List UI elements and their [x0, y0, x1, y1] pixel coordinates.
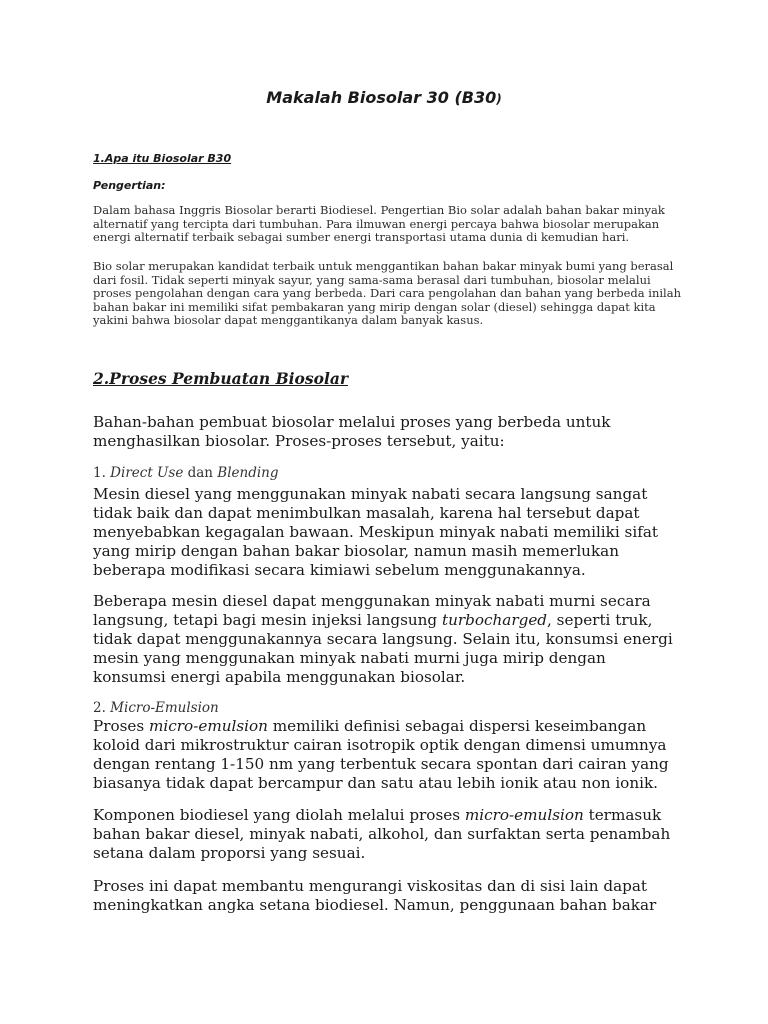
- emphasis-turbocharged: turbocharged: [441, 611, 548, 630]
- text-line: Bahan-bahan pembuat biosolar melalui proses yang berbeda untuk: [93, 413, 611, 431]
- text-line: Proses ini dapat membantu mengurangi viskositas dan di sisi lain dapat: [93, 877, 648, 895]
- text-line: proses pengolahan dengan cara yang berbeda. Dari cara pengolahan dan bahan yang berbeda inilah: [93, 286, 681, 301]
- text-line: meningkatkan angka setana biodiesel. Namun, penggunaan bahan bakar: [93, 896, 657, 915]
- text-segment: memiliki definisi sebagai dispersi keseimbangan: [267, 717, 647, 735]
- text-line: Mesin diesel yang menggunakan minyak nabati secara langsung sangat: [93, 485, 648, 503]
- item1-term-blending: Blending: [217, 465, 279, 481]
- section2-intro: [93, 413, 683, 451]
- text-line: koloid dari mikrostruktur cairan isotropik optik dengan dimensi umumnya: [93, 736, 667, 755]
- text-segment: Proses: [93, 717, 150, 735]
- text-line: Beberapa mesin diesel dapat menggunakan minyak nabati murni secara: [93, 592, 651, 610]
- text-line: menyebabkan kegagalan bawaan. Meskipun minyak nabati memiliki sifat: [93, 523, 658, 542]
- text-line: biasanya tidak dapat bercampur dan satu atau lebih ionik atau non ionik.: [93, 774, 659, 793]
- text-segment: termasuk: [583, 806, 662, 824]
- text-line: mesin yang menggunakan minyak nabati murni juga mirip dengan: [93, 649, 606, 668]
- text-line: bahan bakar ini memiliki sifat pembakaran yang mirip dengan solar (diesel) sehingga dapat kita: [93, 299, 656, 314]
- item2-paragraph-2: [93, 806, 683, 863]
- text-line: tidak baik dan dapat menimbulkan masalah, karena hal tersebut dapat: [93, 504, 640, 523]
- section1-paragraph-1: [93, 204, 673, 245]
- text-line: tidak dapat menggunakannya secara langsung. Selain itu, konsumsi energi: [93, 630, 673, 649]
- item2-heading: [93, 700, 219, 716]
- emphasis-micro-emulsion: micro-emulsion: [149, 717, 268, 735]
- text-segment: , seperti truk,: [547, 611, 653, 630]
- text-line: dari fosil. Tidak seperti minyak sayur, yang sama-sama berasal dari tumbuhan, biosolar melalui: [93, 272, 651, 287]
- document-title: [0, 86, 768, 111]
- text-line: beberapa modifikasi secara kimiawi sebelum menggunakannya.: [93, 561, 586, 580]
- item1-paragraph-1: [93, 485, 683, 580]
- text-line: konsumsi energi apabila menggunakan biosolar.: [93, 668, 466, 687]
- section2-heading: 2.Proses Pembuatan Biosolar: [93, 369, 349, 388]
- text-line: Bio solar merupakan kandidat terbaik untuk menggantikan bahan bakar minyak bumi yang berasal: [93, 259, 674, 273]
- text-segment: langsung, tetapi bagi mesin injeksi langsung: [93, 611, 442, 630]
- item1-conjunction: dan: [183, 465, 218, 481]
- text-segment: Komponen biodiesel yang diolah melalui proses: [93, 806, 465, 824]
- item2-term: Micro-Emulsion: [110, 700, 219, 716]
- section1-subheading: Pengertian:: [93, 179, 166, 192]
- text-line: [93, 806, 683, 825]
- text-line: Dalam bahasa Inggris Biosolar berarti Biodiesel. Pengertian Bio solar adalah bahan bakar minyak: [93, 203, 665, 217]
- item2-paragraph-1: [93, 717, 683, 793]
- section1-heading: 1.Apa itu Biosolar B30: [93, 152, 232, 165]
- text-line: bahan bakar diesel, minyak nabati, alkohol, dan surfaktan serta penambah: [93, 825, 671, 844]
- text-line: alternatif yang tercipta dari tumbuhan. Para ilmuwan energi percaya bahwa biosolar merupakan: [93, 216, 660, 231]
- title-paren: ): [496, 92, 502, 106]
- text-line: yakini bahwa biosolar dapat menggantikanya dalam banyak kasus.: [93, 313, 484, 328]
- item1-number: 1.: [93, 465, 111, 481]
- text-line: [93, 717, 683, 736]
- item1-term-direct-use: Direct Use: [110, 465, 184, 481]
- text-line: [93, 611, 683, 630]
- text-line: setana dalam proporsi yang sesuai.: [93, 844, 366, 863]
- emphasis-micro-emulsion: micro-emulsion: [464, 806, 584, 824]
- text-line: menghasilkan biosolar. Proses-proses tersebut, yaitu:: [93, 432, 505, 451]
- item1-heading: [93, 465, 279, 481]
- text-line: yang mirip dengan bahan bakar biosolar, namun masih memerlukan: [93, 542, 619, 561]
- item1-paragraph-2: [93, 592, 683, 687]
- item2-paragraph-3: [93, 877, 683, 915]
- text-line: energi alternatif terbaik sebagai sumber energi transportasi utama dunia di kemudian hari.: [93, 230, 630, 245]
- text-line: dengan rentang 1-150 nm yang terbentuk secara spontan dari cairan yang: [93, 755, 669, 774]
- item2-number: 2.: [93, 700, 111, 716]
- title-text: Makalah Biosolar 30 (B30: [266, 88, 497, 107]
- section1-paragraph-2: [93, 259, 681, 328]
